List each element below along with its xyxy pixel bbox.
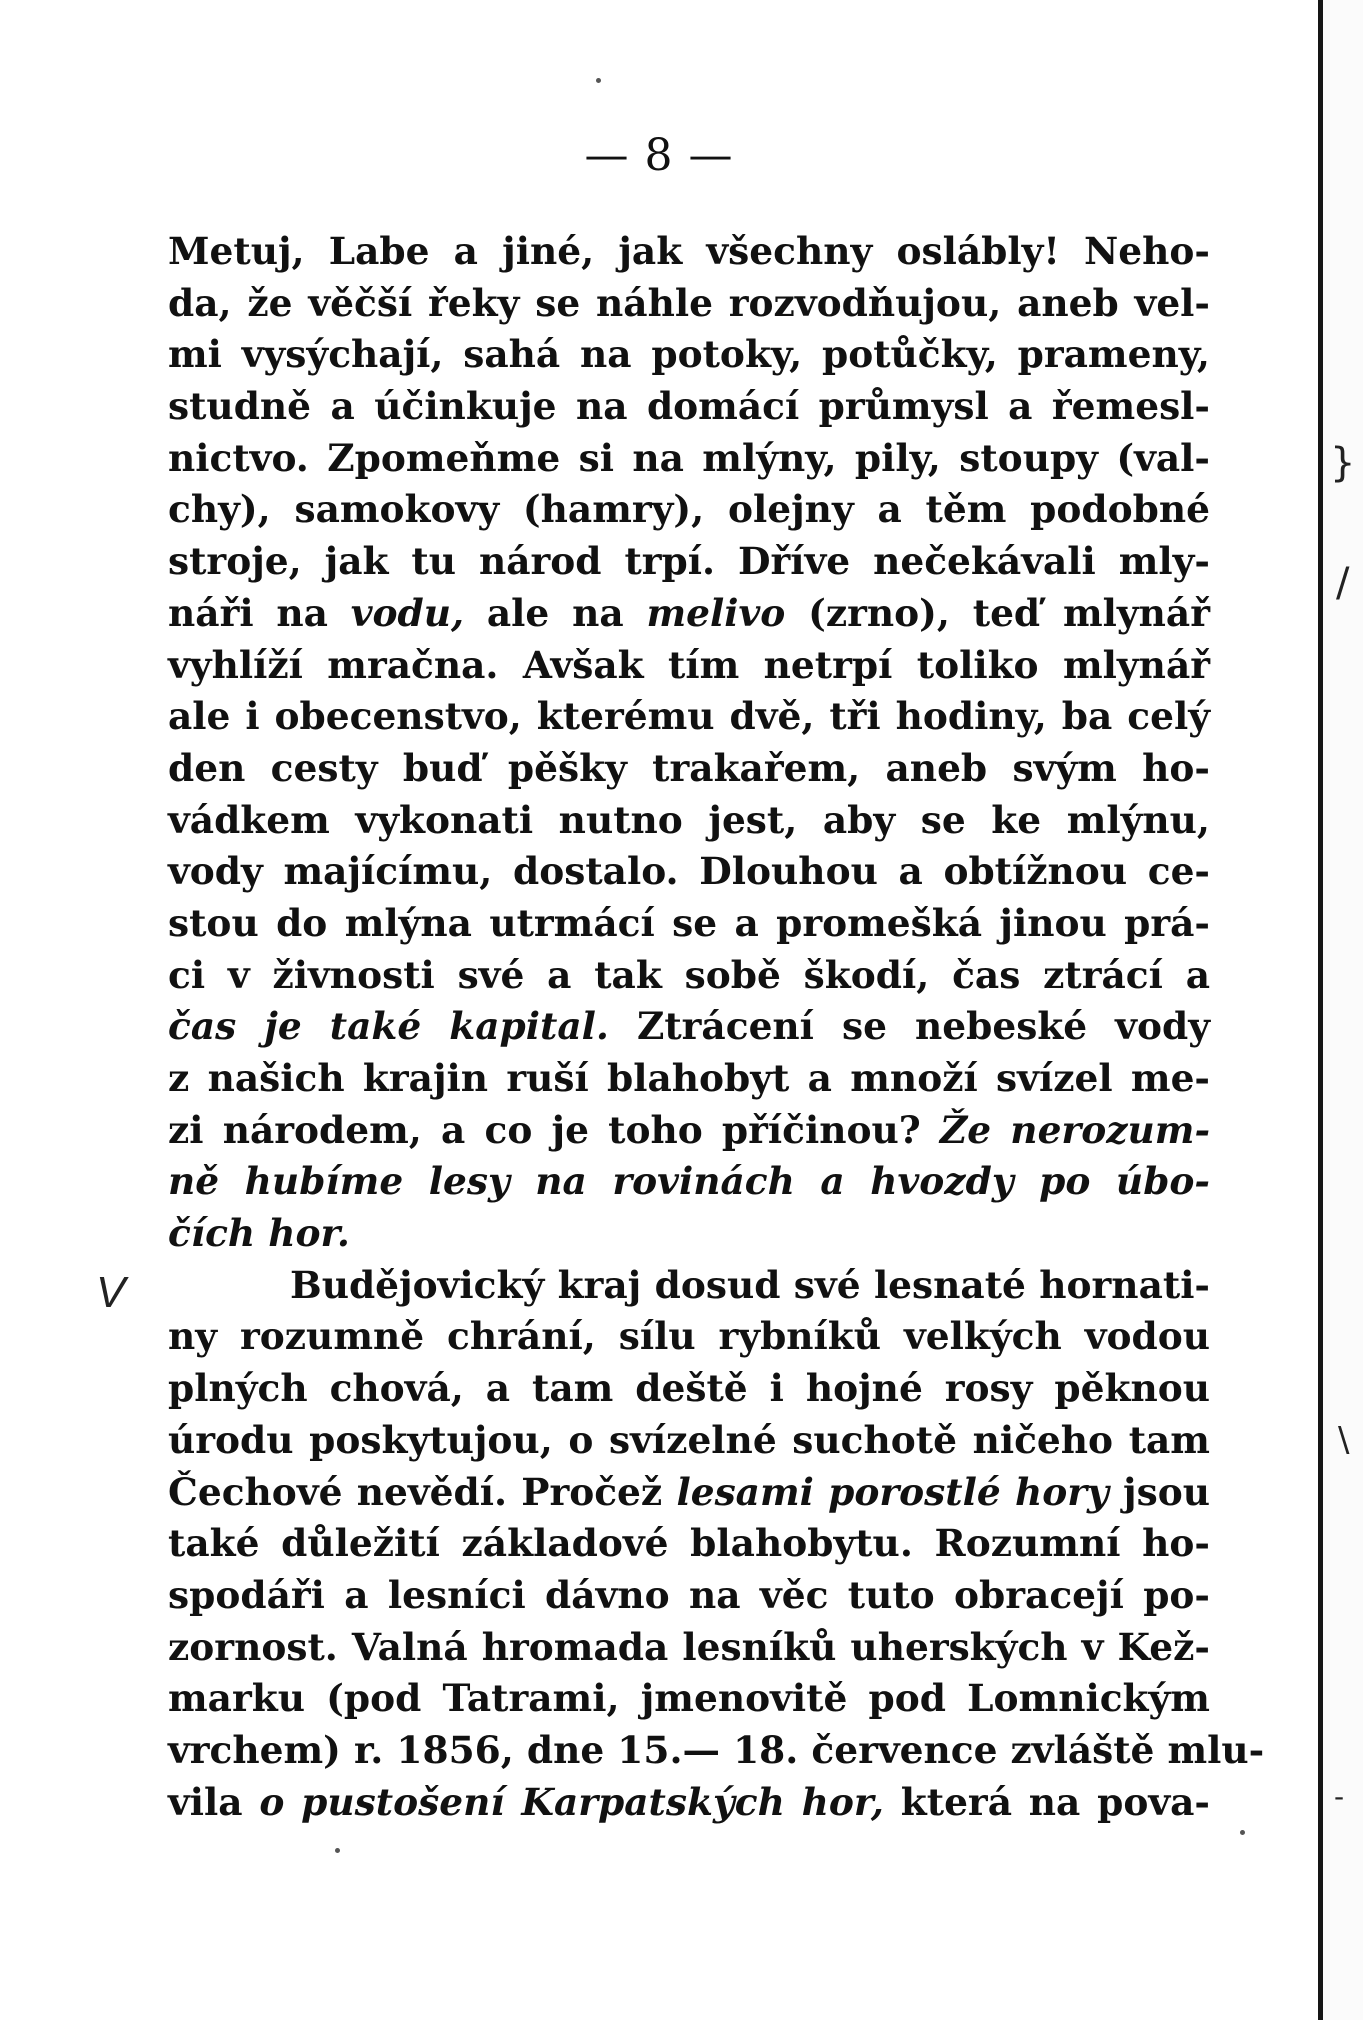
paper-speck — [596, 78, 601, 83]
text-line: studně a účinkuje na domácí průmysl a řemesl- — [168, 384, 1210, 429]
text-line — [168, 1208, 1210, 1260]
text-line: vyhlíží mračna. Avšak tím netrpí toliko mlynář — [168, 642, 1210, 687]
edge-bracket-mark: } — [1330, 440, 1356, 486]
adjacent-page-strip — [1323, 0, 1363, 2020]
text-line: spodáři a lesníci dávno na věc tuto obracejí po- — [168, 1572, 1210, 1617]
text-line: vody majícímu, dostalo. Dlouhou a obtížnou ce- — [168, 849, 1210, 894]
text-line — [168, 1156, 1210, 1208]
italic-run: melivo — [646, 590, 786, 635]
text-line: ale i obecenstvo, kterému dvě, tři hodiny, ba celý — [168, 694, 1210, 739]
text-run: Ztrácení se nebeské vody — [608, 1004, 1210, 1049]
text-run: která na pova- — [883, 1779, 1210, 1824]
edge-dash-mark: - — [1334, 1780, 1345, 1813]
text-line: chy), samokovy (hamry), olejny a těm podobné — [168, 487, 1210, 532]
text-run: (zrno), teď mlynář — [785, 590, 1210, 635]
text-line: zornost. Valná hromada lesníků uherských v Kež- — [168, 1624, 1210, 1669]
text-line: vrchem) r. 1856, dne 15.— 18. července zvláště mlu- — [168, 1727, 1265, 1772]
text-line: z našich krajin ruší blahobyt a množí svízel me- — [168, 1056, 1210, 1100]
text-line: Budějovický kraj dosud své lesnaté hornati- — [290, 1262, 1210, 1307]
text-line: ci v živnosti své a tak sobě škodí, čas ztrácí a — [168, 952, 1210, 997]
text-line: úrodu poskytujou, o svízelné suchotě ničeho tam — [168, 1417, 1210, 1462]
text-line: marku (pod Tatrami, jmenovitě pod Lomnickým — [168, 1676, 1210, 1721]
text-run: zi národem, a co je toho příčinou? — [168, 1107, 940, 1152]
text-run: jsou — [1108, 1469, 1210, 1514]
text-line: mi vysýchají, sahá na potoky, potůčky, prameny, — [168, 332, 1210, 377]
edge-backslash-mark: \ — [1338, 1420, 1350, 1460]
italic-run: vodu, — [350, 590, 465, 635]
text-line: stou do mlýna utrmácí se a promešká jinou prá- — [168, 900, 1210, 945]
text-line: Metuj, Labe a jiné, jak všechny oslábly! Neho- — [168, 229, 1210, 273]
edge-slash-mark: / — [1336, 560, 1350, 606]
italic-run: ně hubíme lesy na rovinách a hvozdy po úbo- — [168, 1159, 1210, 1204]
paper-speck — [335, 1848, 340, 1853]
text-line: nictvo. Zpomeňme si na mlýny, pily, stoupy (val- — [168, 435, 1210, 480]
italic-run: o pustošení Karpatských hor, — [259, 1779, 884, 1824]
text-line: plných chová, a tam deště i hojné rosy pěknou — [168, 1366, 1210, 1411]
italic-run: Že nerozum- — [939, 1107, 1211, 1152]
text-line — [168, 1105, 1210, 1157]
handwritten-margin-mark: V — [96, 1268, 126, 1317]
text-line — [168, 1467, 1210, 1519]
text-line: da, že věčší řeky se náhle rozvodňujou, aneb vel- — [168, 280, 1210, 325]
text-line: ny rozumně chrání, sílu rybníků velkých vodou — [168, 1314, 1210, 1359]
text-line: vádkem vykonati nutno jest, aby se ke mlýnu, — [168, 797, 1210, 842]
text-run: ale na — [464, 590, 647, 635]
text-run: Čechové nevědí. Pročež — [168, 1469, 677, 1514]
text-run: náři na — [168, 590, 351, 635]
italic-run: čích hor. — [168, 1211, 350, 1256]
italic-run: čas je také kapital. — [168, 1004, 609, 1049]
italic-run: lesami porostlé hory — [676, 1469, 1109, 1514]
text-line: stroje, jak tu národ trpí. Dříve nečekávali mly- — [168, 539, 1210, 584]
text-run: vila — [168, 1779, 260, 1824]
page-number: — 8 — — [584, 130, 734, 181]
paper-speck — [1240, 1830, 1245, 1835]
text-line — [168, 1777, 1210, 1829]
text-line — [168, 1001, 1210, 1053]
text-line: také důležití základové blahobytu. Rozumní ho- — [168, 1521, 1210, 1566]
text-line: den cesty buď pěšky trakařem, aneb svým ho- — [168, 745, 1210, 790]
text-line — [168, 588, 1210, 640]
body-text — [168, 226, 1265, 1828]
